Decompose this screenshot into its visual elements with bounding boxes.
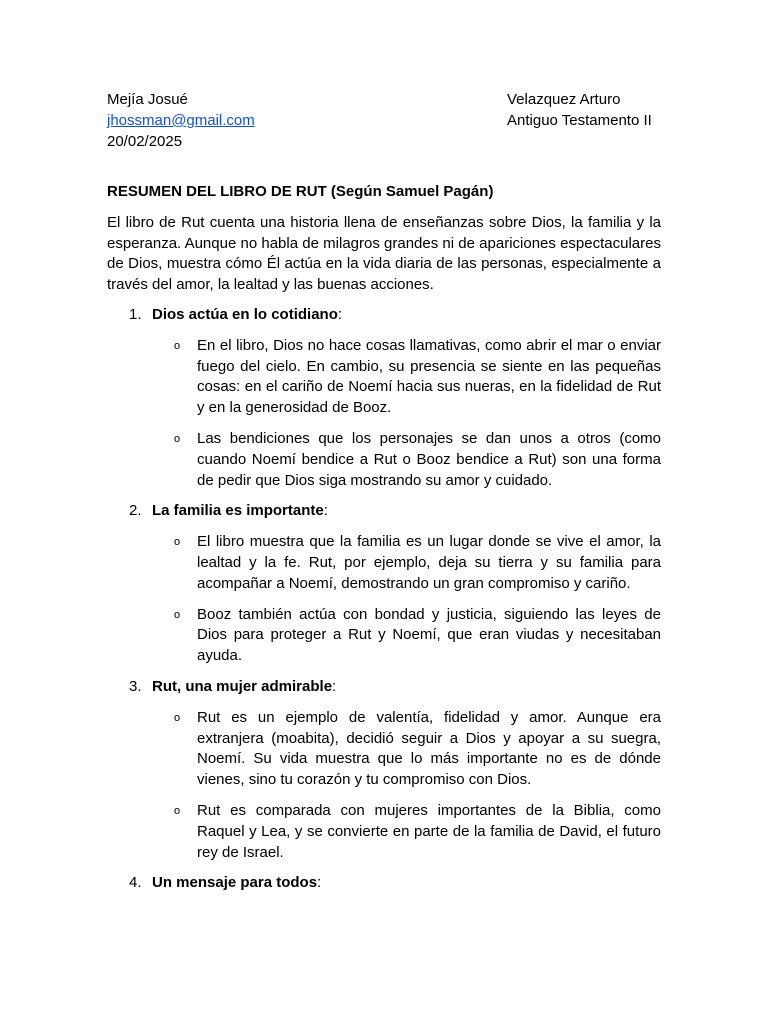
teacher-name: Velazquez Arturo <box>507 91 621 108</box>
bullet-text: Rut es un ejemplo de valentía, fidelidad y amor. Aunque era extranjera (moabita), decidió seguir a Dios y apoyar a su suegra, Noemí. Su vida muestra que lo más importante no es de dónde vienes, sino tu corazón y tu compromiso con Dios. <box>197 708 661 789</box>
section-heading <box>107 501 661 522</box>
bullet-circle-icon: o <box>174 804 181 817</box>
bullet-item <box>107 532 661 594</box>
bullet-circle-icon: o <box>174 432 181 445</box>
document-page <box>107 90 661 894</box>
intro-paragraph: El libro de Rut cuenta una historia llena de enseñanzas sobre Dios, la familia y la esperanza. Aunque no habla de milagros grandes ni de apariciones espectaculares de Dios, muestra cómo Él actúa en la vida diaria de las personas, especialmente a través del amor, la lealtad y las buenas acciones. <box>107 213 661 294</box>
bullet-text: En el libro, Dios no hace cosas llamativas, como abrir el mar o enviar fuego del cielo. En cambio, su presencia se siente en las pequeñas cosas: en el cariño de Noemí hacia sus nueras, en la fidelidad de Rut y en la generosidad de Booz. <box>197 336 661 417</box>
document-title: RESUMEN DEL LIBRO DE RUT (Según Samuel Pagán) <box>107 183 494 200</box>
section-number: 1. <box>129 305 142 323</box>
bullet-text: Las bendiciones que los personajes se dan unos a otros (como cuando Noemí bendice a Rut o Booz bendice a Rut) son una forma de pedir que Dios siga mostrando su amor y cuidado. <box>197 429 661 489</box>
header-left-block <box>107 90 255 152</box>
section-title: Rut, una mujer admirable <box>152 677 333 695</box>
course-name: Antiguo Testamento II <box>507 111 652 129</box>
section-number: 3. <box>129 677 142 695</box>
author-name: Mejía Josué <box>107 91 188 108</box>
section-title-colon: : <box>323 502 328 520</box>
section-number: 4. <box>129 874 142 892</box>
section-title-colon: : <box>317 874 322 892</box>
section-heading <box>107 677 661 698</box>
bullet-circle-icon: o <box>174 536 181 549</box>
section-title: Dios actúa en lo cotidiano <box>152 305 338 323</box>
bullet-circle-icon: o <box>174 711 181 724</box>
header-right-block <box>507 90 652 132</box>
section-title-colon: : <box>337 305 343 323</box>
bullet-text: El libro muestra que la familia es un lugar donde se vive el amor, la lealtad y la fe. Rut, por ejemplo, deja su tierra y su familia para acompañar a Noemí, demostrando un gran compromiso y cariño. <box>197 533 661 592</box>
email-link[interactable]: jhossman@gmail.com <box>107 111 255 129</box>
bullet-circle-icon: o <box>174 339 181 352</box>
bullet-item <box>107 801 661 863</box>
section-title-colon: : <box>332 677 337 695</box>
section-heading <box>107 873 661 894</box>
section-title: La familia es importante <box>152 502 324 520</box>
bullet-item <box>107 336 661 419</box>
section-number: 2. <box>129 502 142 520</box>
section-heading <box>107 305 661 326</box>
bullet-circle-icon: o <box>174 608 181 621</box>
sections-list <box>107 305 661 894</box>
bullet-item <box>107 429 661 491</box>
bullet-text: Rut es comparada con mujeres importantes de la Biblia, como Raquel y Lea, y se convierte en parte de la familia de David, el futuro rey de Israel. <box>197 801 661 861</box>
bullet-item <box>107 708 661 791</box>
date: 20/02/2025 <box>107 132 183 150</box>
section-title: Un mensaje para todos <box>152 874 318 892</box>
document-header <box>107 90 661 152</box>
bullet-item <box>107 605 661 667</box>
bullet-text: Booz también actúa con bondad y justicia, siguiendo las leyes de Dios para proteger a Rut y Noemí, que eran viudas y necesitaban ayuda. <box>197 605 661 665</box>
